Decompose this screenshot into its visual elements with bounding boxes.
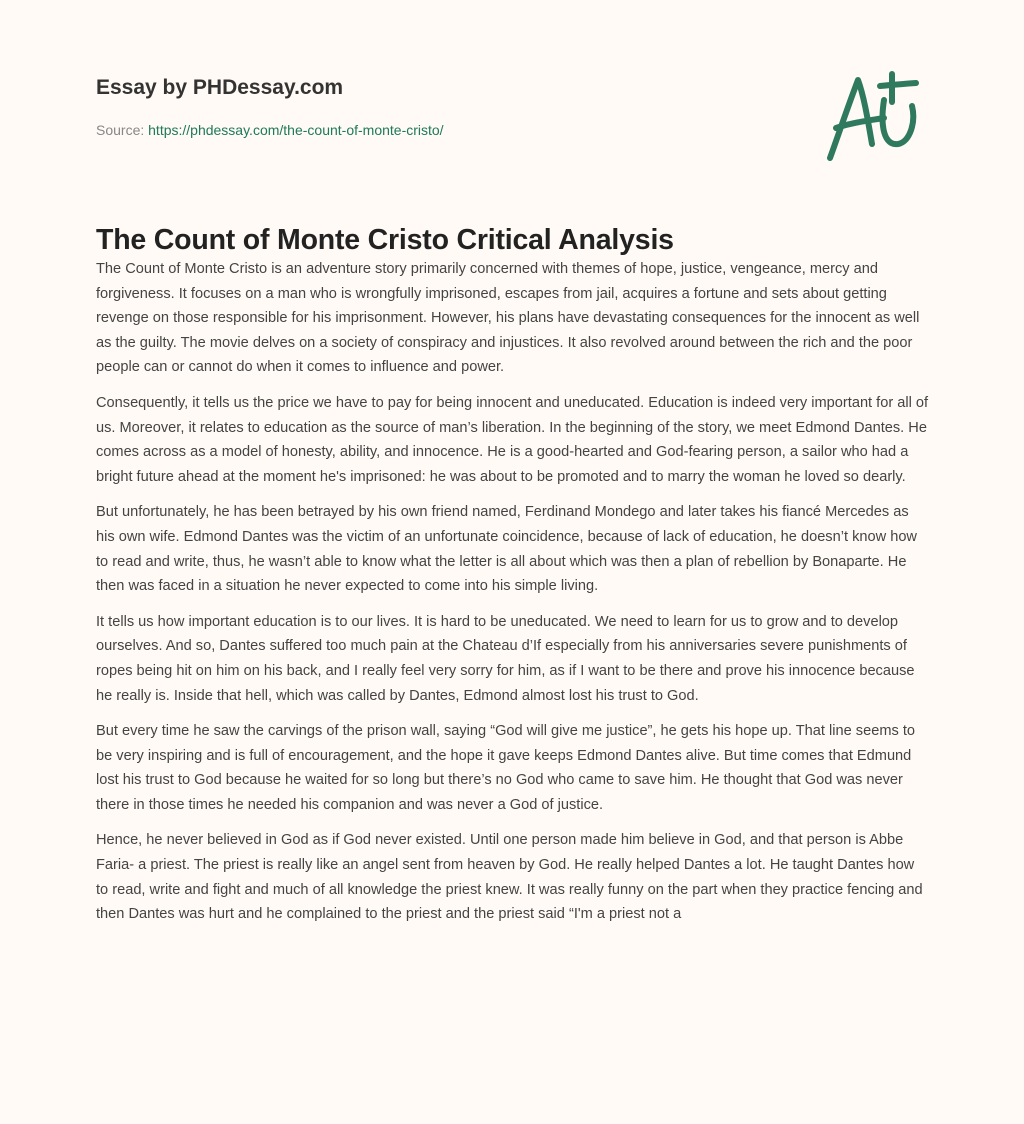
paragraph: It tells us how important education is to our lives. It is hard to be uneducated. We need to learn for us to grow and to develop ourselves. And so, Dantes suffered too much pain at the Chateau d’If especially from his anniversaries severe punishments of ropes being hit on him on his back, and I really feel very sorry for him, as if I want to be there and prove his innocence because he really is. Inside that hell, which was called by Dantes, Edmond almost lost his trust to God.	[96, 613, 915, 704]
source-label: Source:	[96, 122, 149, 138]
source-line	[96, 122, 928, 138]
article-title: The Count of Monte Cristo Critical Analysis	[96, 224, 674, 256]
essay-header	[96, 76, 928, 138]
paragraph: But unfortunately, he has been betrayed by his own friend named, Ferdinand Mondego and later takes his fiancé Mercedes as his own wife. Edmond Dantes was the victim of an unfortunate coincidence, because of lack of education, he doesn’t know how to read and write, thus, he wasn’t able to know what the letter is all about which was then a plan of rebellion by Bonaparte. He then was faced in a situation he never expected to come into his simple living.	[96, 504, 917, 595]
paragraph: Consequently, it tells us the price we have to pay for being innocent and uneducated. Education is indeed very important for all of us. Moreover, it relates to education as the source of man’s liberation. In the beginning of the story, we meet Edmond Dantes. He comes across as a model of honesty, ability, and innocence. He is a good-hearted and God-fearing person, a sailor who had a bright future ahead at the moment he's imprisoned: he was about to be promoted and to marry the woman he loved so dearly.	[96, 394, 929, 485]
source-link[interactable]: https://phdessay.com/the-count-of-monte-cristo/	[148, 122, 444, 138]
article-body	[96, 257, 930, 938]
paragraph: Hence, he never believed in God as if God never existed. Until one person made him believe in God, and that person is Abbe Faria- a priest. The priest is really like an angel sent from heaven by God. He really helped Dantes a lot. He taught Dantes how to read, write and fight and much of all knowledge the priest knew. It was really funny on the part when they practice fencing and then Dantes was hurt and he complained to the priest and the priest said “I'm a priest not a	[96, 832, 923, 923]
paragraph: The Count of Monte Cristo is an adventure story primarily concerned with themes of hope, justice, vengeance, mercy and forgiveness. It focuses on a man who is wrongfully imprisoned, escapes from jail, acquires a fortune and sets about getting revenge on those responsible for his imprisonment. However, his plans have devastating consequences for the innocent as well as the guilty. The movie delves on a society of conspiracy and injustices. It also revolved around between the rich and the poor people can or cannot do when it comes to influence and power.	[96, 261, 920, 376]
paragraph: But every time he saw the carvings of the prison wall, saying “God will give me justice”, he gets his hope up. That line seems to be very inspiring and is full of encouragement, and the hope it gave keeps Edmond Dantes alive. But time comes that Edmund lost his trust to God because he waited for so long but there’s no God who came to save him. He thought that God was never there in those times he needed his companion and was never a God of justice.	[96, 723, 915, 813]
a-plus-logo-icon	[818, 66, 928, 166]
brand-title: Essay by PHDessay.com	[96, 76, 344, 99]
